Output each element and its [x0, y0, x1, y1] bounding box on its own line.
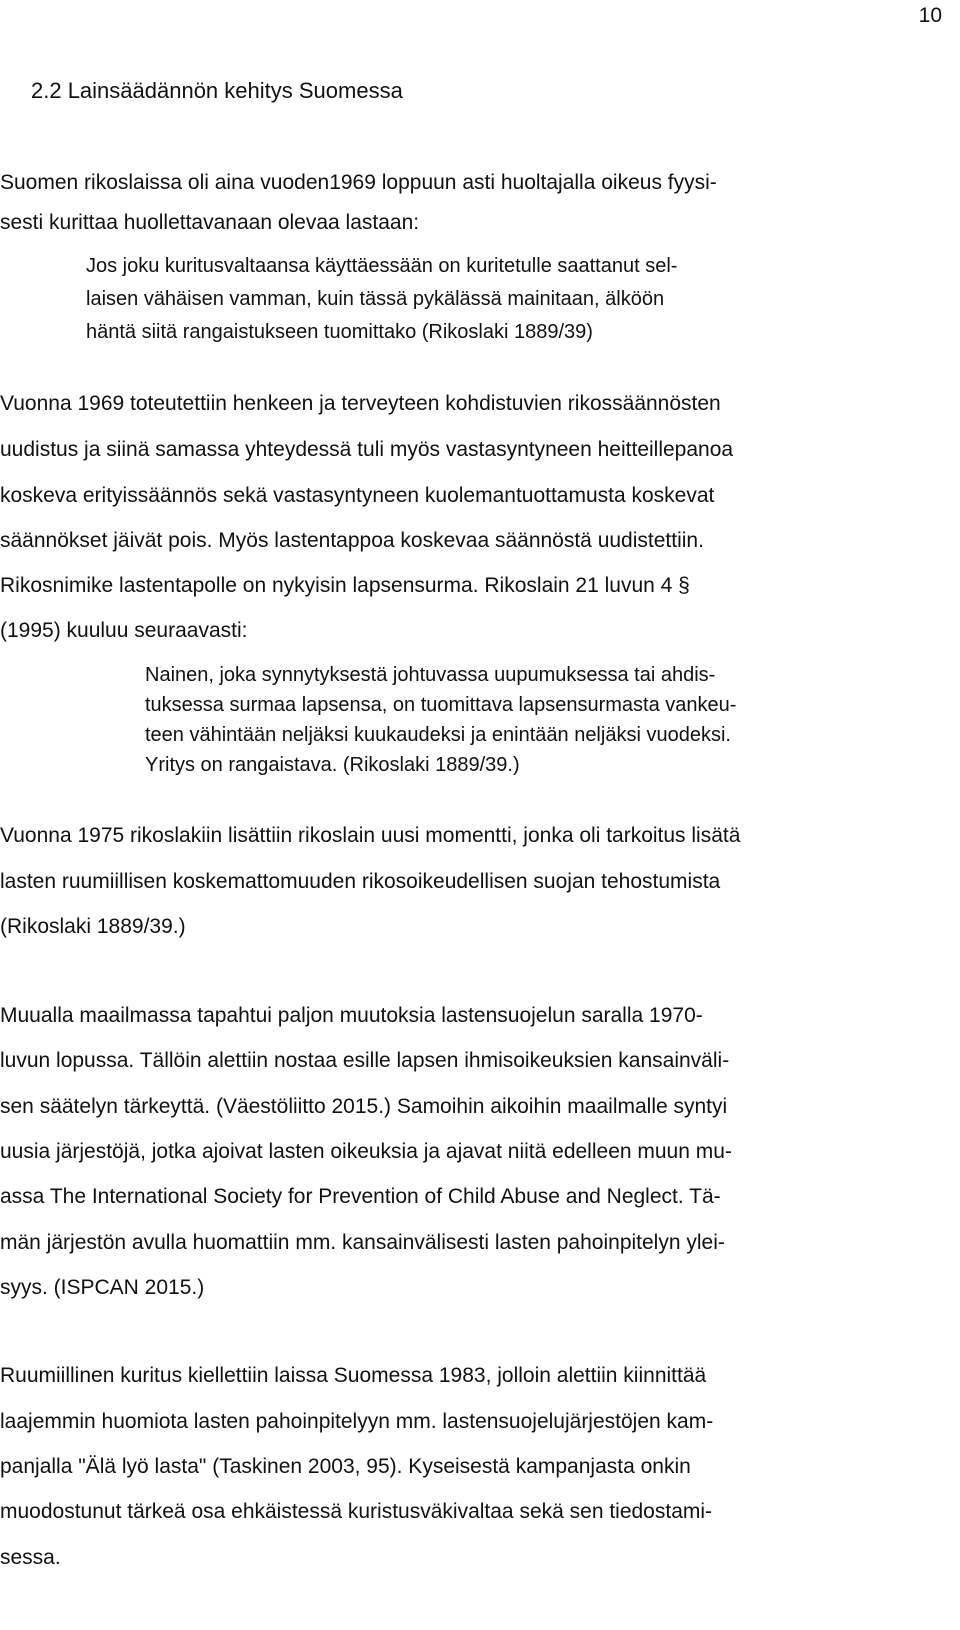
paragraph-3-line-1: Vuonna 1975 rikoslakiin lisättiin rikoslain uusi momentti, jonka oli tarkoitus lisätä [0, 824, 741, 847]
paragraph-2-line-1: Vuonna 1969 toteutettiin henkeen ja terveyteen kohdistuvien rikossäännösten [0, 392, 721, 415]
quote-2-line-1: Nainen, joka synnytyksestä johtuvassa uupumuksessa tai ahdis- [145, 664, 716, 686]
paragraph-4-line-2: luvun lopussa. Tällöin alettiin nostaa esille lapsen ihmisoikeuksien kansainväli- [0, 1049, 730, 1072]
paragraph-5-line-2: laajemmin huomiota lasten pahoinpitelyyn mm. lastensuojelujärjestöjen kam- [0, 1410, 714, 1433]
page-number: 10 [918, 4, 942, 27]
paragraph-5-line-4: muodostunut tärkeä osa ehkäistessä kuristusväkivaltaa sekä sen tiedostami- [0, 1500, 713, 1523]
quote-1-line-3: häntä siitä rangaistukseen tuomittako (Rikoslaki 1889/39) [86, 321, 593, 343]
paragraph-5-line-3: panjalla "Älä lyö lasta" (Taskinen 2003, 95). Kyseisestä kampanjasta onkin [0, 1455, 691, 1478]
paragraph-2-line-5: Rikosnimike lastentapolle on nykyisin lapsensurma. Rikoslain 21 luvun 4 § [0, 574, 690, 597]
paragraph-4-line-1: Muualla maailmassa tapahtui paljon muutoksia lastensuojelun saralla 1970- [0, 1004, 703, 1027]
paragraph-1-line-1: Suomen rikoslaissa oli aina vuoden1969 loppuun asti huoltajalla oikeus fyysi- [0, 171, 717, 194]
paragraph-4-line-4: uusia järjestöjä, jotka ajoivat lasten oikeuksia ja ajavat niitä edelleen muun mu- [0, 1140, 732, 1163]
paragraph-4-line-7: syys. (ISPCAN 2015.) [0, 1276, 205, 1299]
paragraph-4-line-3: sen säätelyn tärkeyttä. (Väestöliitto 2015.) Samoihin aikoihin maailmalle syntyi [0, 1095, 728, 1118]
quote-1-line-1: Jos joku kuritusvaltaansa käyttäessään on kuritetulle saattanut sel- [86, 255, 678, 277]
paragraph-3-line-2: lasten ruumiillisen koskemattomuuden rikosoikeudellisen suojan tehostumista [0, 870, 721, 893]
paragraph-3-line-3: (Rikoslaki 1889/39.) [0, 915, 186, 938]
paragraph-2-line-2: uudistus ja siinä samassa yhteydessä tuli myös vastasyntyneen heitteillepanoa [0, 438, 734, 461]
quote-2-line-3: teen vähintään neljäksi kuukaudeksi ja enintään neljäksi vuodeksi. [145, 724, 731, 746]
section-heading: 2.2 Lainsäädännön kehitys Suomessa [31, 78, 403, 103]
quote-2-line-4: Yritys on rangaistava. (Rikoslaki 1889/39.) [145, 754, 520, 776]
paragraph-2-line-3: koskeva erityissäännös sekä vastasyntyneen kuolemantuottamusta koskevat [0, 484, 715, 507]
paragraph-5-line-5: sessa. [0, 1546, 61, 1569]
quote-1-line-2: laisen vähäisen vamman, kuin tässä pykälässä mainitaan, älköön [86, 288, 665, 310]
paragraph-4-line-6: män järjestön avulla huomattiin mm. kansainvälisesti lasten pahoinpitelyn ylei- [0, 1231, 725, 1254]
quote-2-line-2: tuksessa surmaa lapsensa, on tuomittava lapsensurmasta vankeu- [145, 694, 737, 716]
paragraph-1-line-2: sesti kurittaa huollettavanaan olevaa lastaan: [0, 211, 420, 234]
paragraph-5-line-1: Ruumiillinen kuritus kiellettiin laissa Suomessa 1983, jolloin alettiin kiinnittää [0, 1364, 707, 1387]
paragraph-2-line-4: säännökset jäivät pois. Myös lastentappoa koskevaa säännöstä uudistettiin. [0, 529, 704, 552]
paragraph-2-line-6: (1995) kuuluu seuraavasti: [0, 619, 248, 642]
paragraph-4-line-5: assa The International Society for Prevention of Child Abuse and Neglect. Tä- [0, 1185, 721, 1208]
